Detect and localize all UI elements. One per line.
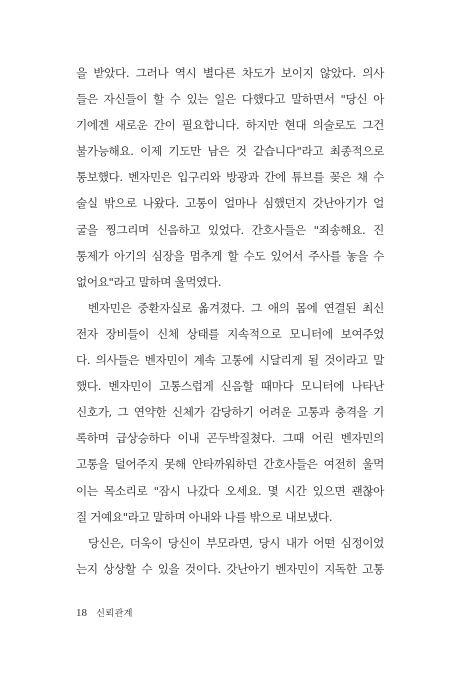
text-line: 을 받았다. 그러나 역시 별다른 차도가 보이지 않았다. 의사 [76,66,384,80]
text-line: 질 거예요"라고 말하며 아내와 나를 밖으로 내보냈다. [76,509,333,524]
body-text [76,60,384,582]
text-line: 다. 의사들은 벤자민이 계속 고통에 시달리게 될 것이라고 말 [76,353,384,368]
text-line: 없어요"라고 말하며 울먹였다. [76,274,222,289]
text-line: 술실 밖으로 나왔다. 고통이 얼마나 심했던지 갓난아기가 얼 [76,196,384,211]
text-line: 통제가 아기의 심장을 멈추게 할 수도 있어서 주사를 놓을 수 [76,248,384,263]
running-head: 신뢰관계 [96,609,133,619]
text-line: 통보했다. 벤자민은 입구리와 방광과 간에 튜브를 꽂은 채 수 [76,170,384,185]
text-line: 는지 상상할 수 있을 것이다. 갓난아기 벤자민이 지독한 고통 [76,561,384,576]
text-line: 했다. 벤자민이 고통스럽게 신음할 때마다 모니터에 나타난 [76,379,384,394]
text-line: 굴을 찡그리며 신음하고 있었다. 간호사들은 "죄송해요. 진 [76,222,384,237]
text-line: 당신은, 더욱이 당신이 부모라면, 당시 내가 어떤 심정이었 [88,535,384,550]
page-number: 18 [76,607,87,619]
text-line: 록하며 급상승하다 이내 곤두박질쳤다. 그때 어린 벤자민의 [76,431,384,446]
text-line: 신호가, 그 연약한 신체가 감당하기 어려운 고통과 충격을 기 [76,405,384,420]
page-footer [76,606,133,619]
text-line: 불가능해요. 이제 기도만 남은 것 같습니다"라고 최종적으로 [76,144,384,159]
text-line: 이는 목소리로 "잠시 나갔다 오세요. 몇 시간 있으면 괜찮아 [76,483,384,498]
text-line: 고통을 덜어주지 못해 안타까워하던 간호사들은 여전히 울먹 [76,457,384,472]
text-line: 전자 장비들이 신체 상태를 지속적으로 모니터에 보여주었 [76,326,384,341]
text-line: 벤자민은 중환자실로 옮겨졌다. 그 애의 몸에 연결된 최신 [88,300,384,315]
text-line: 기에겐 새로운 간이 필요합니다. 하지만 현대 의술로도 그건 [76,118,384,133]
text-line: 들은 자신들이 할 수 있는 일은 다했다고 말하면서 "당신 아 [76,92,384,107]
